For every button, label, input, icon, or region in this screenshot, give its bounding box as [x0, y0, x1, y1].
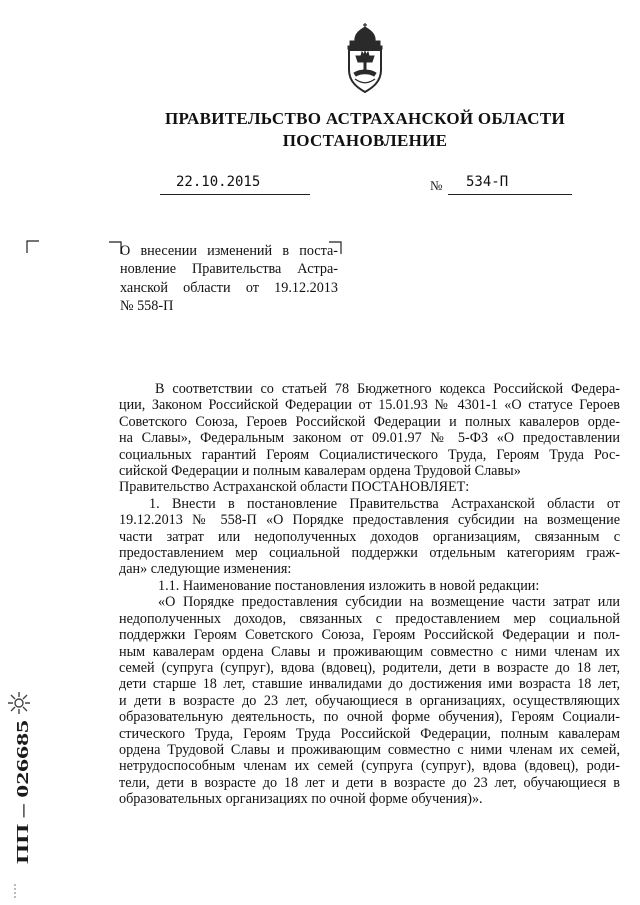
- body-line: ордена Трудовой Славы и проживающим совместно с ними членам их семей,: [119, 741, 620, 758]
- body-line: образовательных организациях по очной форме обучения)».: [119, 791, 483, 808]
- blank-serial-text: ПП – 026685: [13, 769, 32, 864]
- body-line: 1.1. Наименование постановления изложить в новой редакции:: [158, 577, 540, 594]
- body-line: на Славы», Федеральным законом от 09.01.97 № 5-ФЗ «О предоставлении: [119, 430, 620, 447]
- corner-bracket-left-icon: [26, 240, 40, 254]
- coat-of-arms-emblem: [342, 22, 388, 94]
- subject-line: № 558-П: [120, 297, 174, 314]
- body-line: 19.12.2013 № 558-П «О Порядке предоставления субсидии на возмещение: [119, 512, 620, 529]
- body-line: сийской Федерации и полным кавалерам ордена Трудовой Славы»: [119, 463, 521, 480]
- document-subject: [120, 242, 338, 315]
- body-line: части затрат или недополученных доходов организациям, связанным с: [119, 528, 620, 545]
- body-line: поддержки Героям Советского Союза, Героям Российской Федерации и пол-: [119, 627, 620, 644]
- document-type-title: ПОСТАНОВЛЕНИЕ: [282, 131, 448, 150]
- subject-line: О внесении изменений в поста-: [120, 243, 338, 259]
- body-line: предоставлением мер социальной поддержки отдельным категориям граж-: [119, 545, 620, 562]
- body-line: семей (супруга (супруг), вдова (вдовец), родители, дети в возрасте до 18 лет,: [119, 659, 620, 676]
- body-line: социальных гарантий Героям Социалистического Труда, Героям Труда Рос-: [119, 446, 620, 463]
- body-line: стического Труда, Героям Труда Российской Федерации, полным кавалерам: [119, 725, 620, 742]
- number-sign: №: [430, 178, 443, 193]
- body-line: ным кавалерам ордена Славы и проживающим совместно с ними членам их: [119, 643, 620, 660]
- body-line: 1. Внести в постановление Правительства Астраханской области от: [149, 495, 620, 512]
- body-line: и дети в возрасте до 23 лет, обучающиеся в организациях, осуществляющих: [119, 692, 620, 709]
- body-line: В соответствии со статьей 78 Бюджетного кодекса Российской Федера-: [155, 381, 620, 397]
- body-line: Советского Союза, Героев Российской Федерации и полных кавалеров орде-: [119, 413, 620, 430]
- margin-mark-icon: [12, 884, 18, 900]
- blank-serial-number: [4, 718, 38, 866]
- margin-stamp-icon: [6, 690, 32, 716]
- body-line: дети старше 18 лет, ставшие инвалидами до достижения ими возраста 18 лет,: [119, 676, 620, 693]
- body-line: ции, Законом Российской Федерации от 15.01.93 № 4301-1 «О статусе Героев: [119, 397, 620, 414]
- body-line: нетрудоспособным членам их семей (супруга (супруг), вдова (вдовец), роди-: [119, 758, 620, 775]
- subject-line: новление Правительства Астра-: [120, 261, 338, 278]
- body-line: Правительство Астраханской области ПОСТАНОВЛЯЕТ:: [119, 479, 470, 496]
- document-body: [119, 381, 620, 808]
- body-line: недополученных доходов, связанных с предоставлением мер социальной: [119, 610, 620, 627]
- body-line: образовательную деятельность, по очной форме обучения), Героям Социали-: [119, 709, 620, 726]
- body-line: тели, дети в возрасте до 18 лет и дети в возрасте до 23 лет, обучающиеся в: [119, 774, 620, 791]
- document-number: 534-П: [466, 174, 509, 190]
- subject-line: ханской области от 19.12.2013: [120, 279, 338, 296]
- body-line: дан» следующие изменения:: [119, 561, 292, 578]
- document-date: 22.10.2015: [176, 174, 261, 190]
- government-title: ПРАВИТЕЛЬСТВО АСТРАХАНСКОЙ ОБЛАСТИ: [165, 109, 565, 128]
- body-line: «О Порядке предоставления субсидии на возмещение части затрат или: [158, 594, 620, 611]
